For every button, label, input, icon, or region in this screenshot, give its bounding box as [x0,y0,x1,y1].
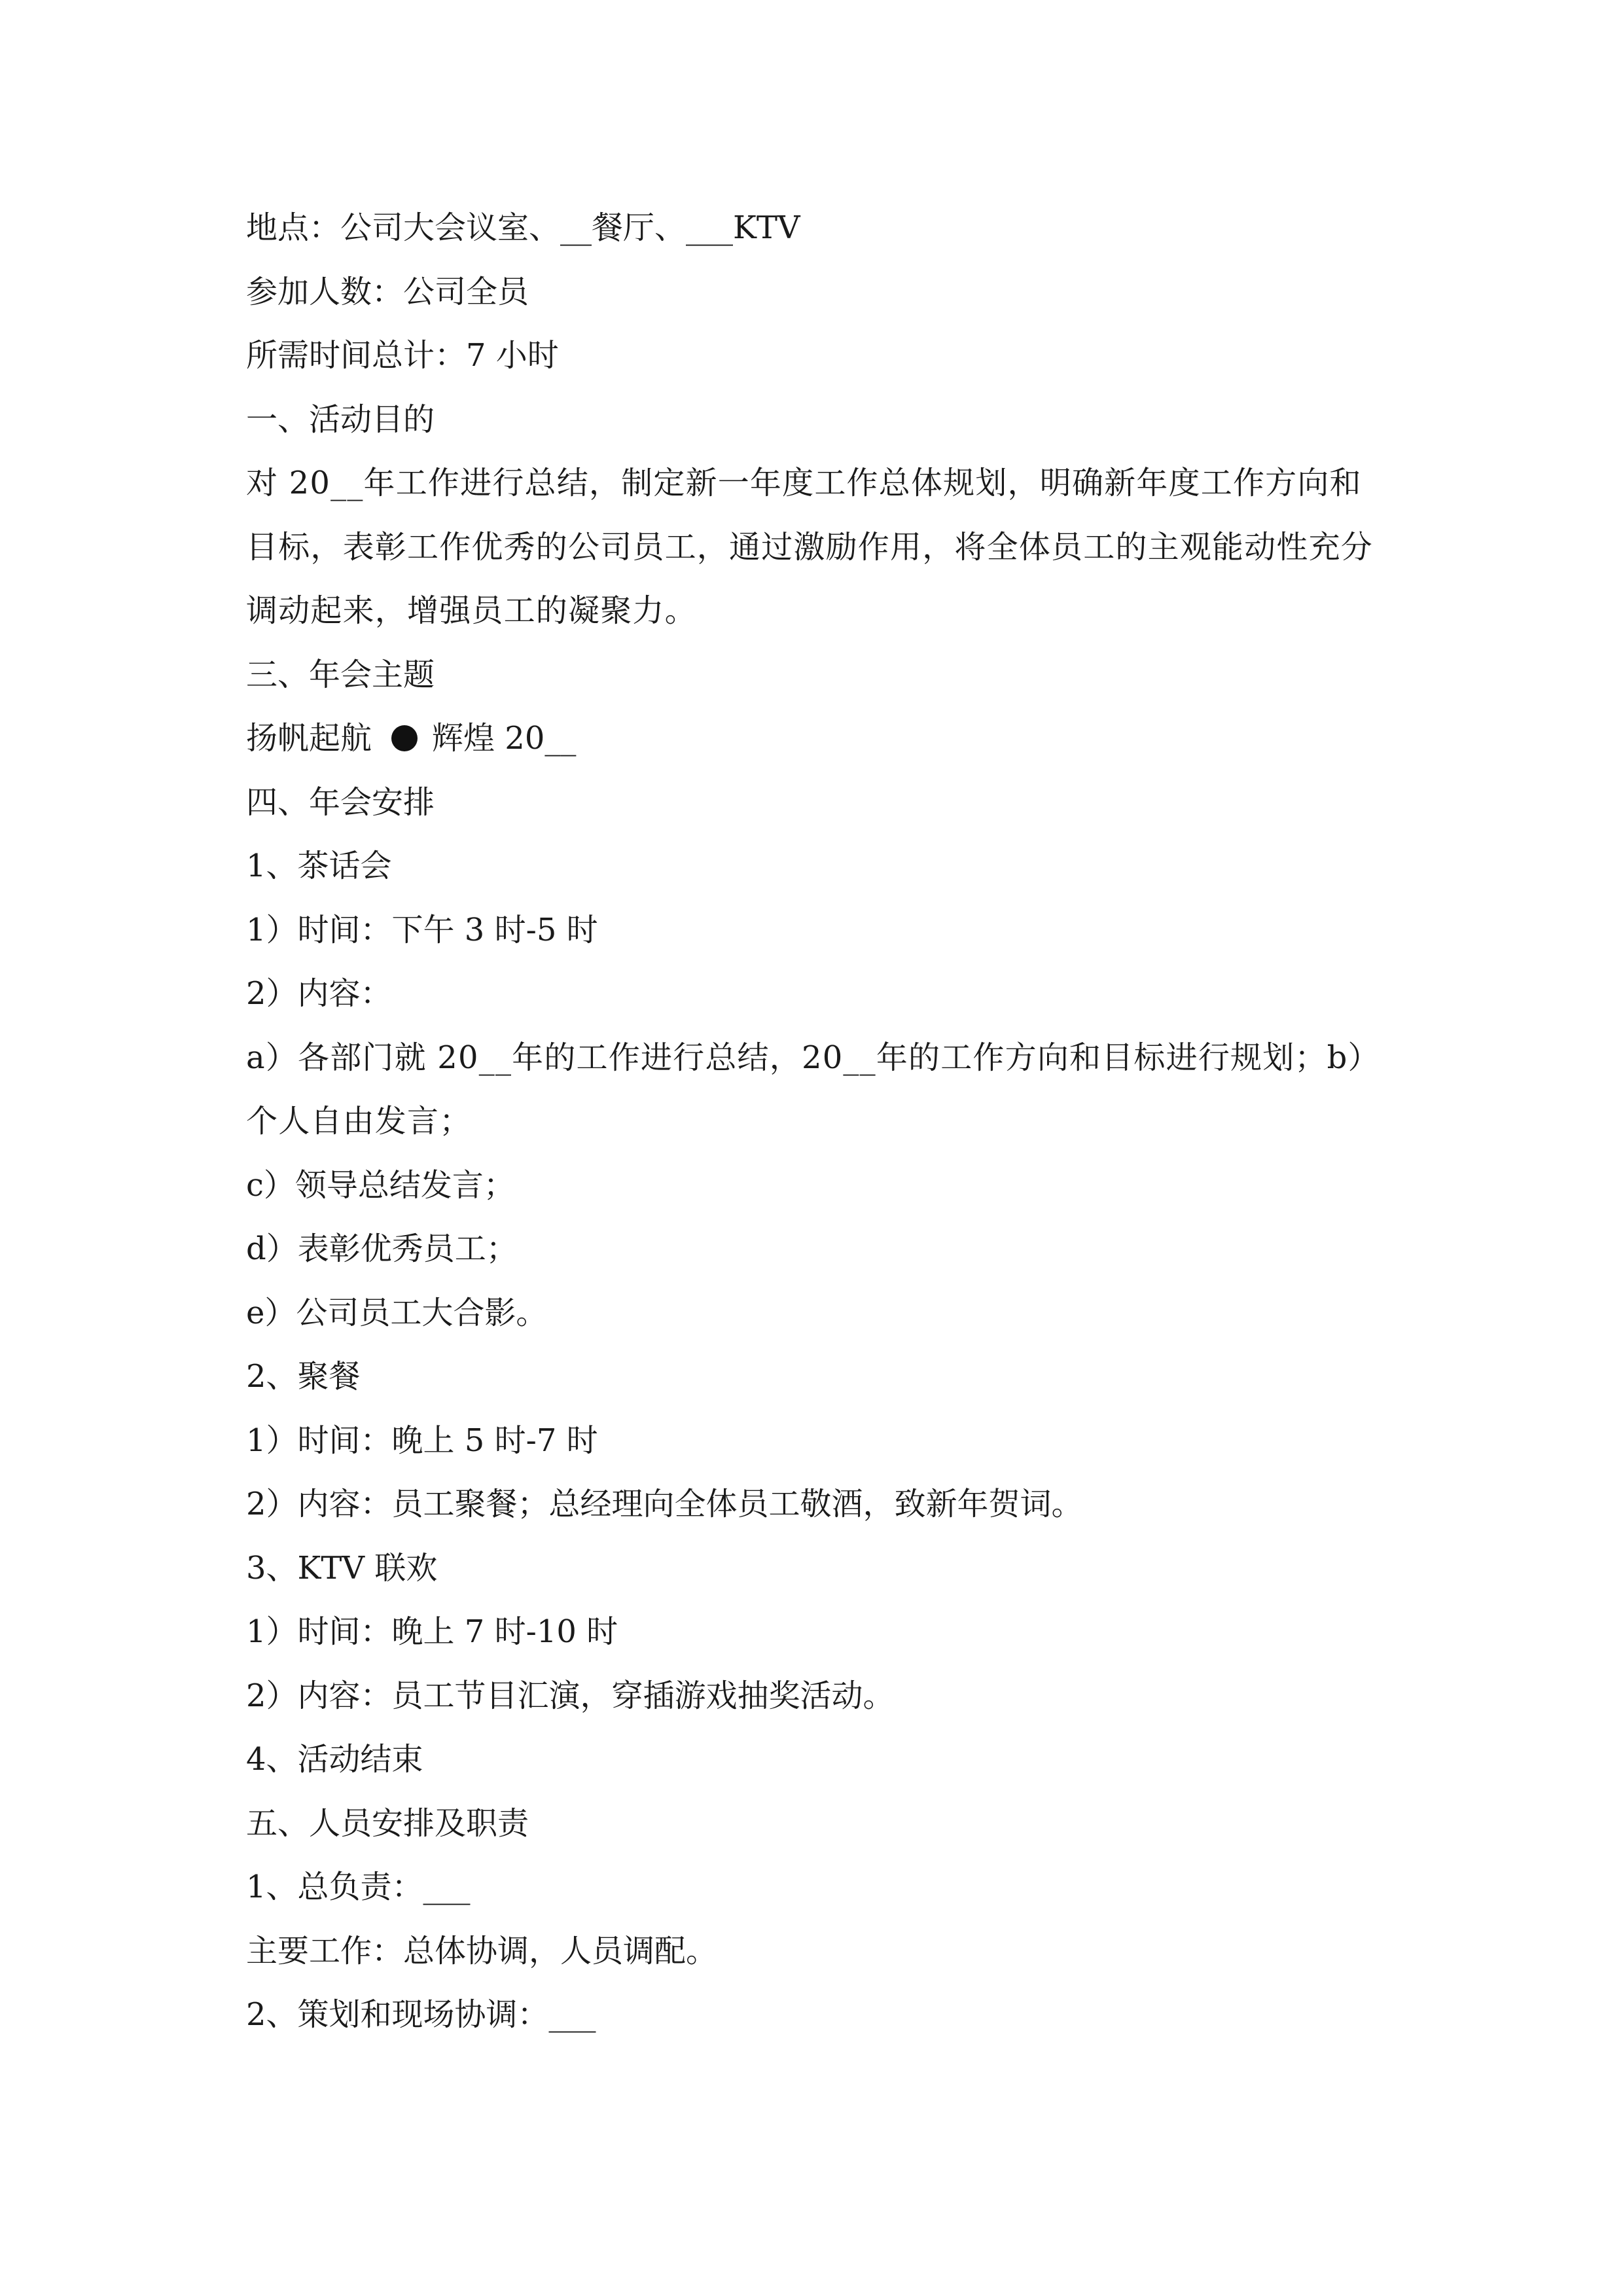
role-planning-coordination: 2、策划和现场协调：___ [246,1996,596,2033]
ktv-time: 1）时间：晚上 7 时-10 时 [246,1613,618,1650]
section-heading-arrangement: 四、年会安排 [246,783,435,821]
theme-part-2: 辉煌 20__ [432,720,577,757]
tea-party-heading: 1、茶话会 [246,848,392,884]
tea-party-time: 1）时间：下午 3 时-5 时 [246,911,598,948]
dinner-time: 1）时间：晚上 5 时-7 时 [246,1422,598,1459]
tea-party-content-label: 2）内容： [246,975,392,1012]
ktv-content: 2）内容：员工节目汇演，穿插游戏抽奖活动。 [246,1677,895,1714]
document-body [246,196,1385,2047]
tea-party-content-d: d）表彰优秀员工； [246,1230,518,1267]
theme-part-1: 扬帆起航 [246,720,372,757]
section-heading-staff: 五、人员安排及职责 [246,1804,529,1842]
section-heading-purpose: 一、活动目的 [246,401,435,438]
purpose-paragraph: 对 20__年工作进行总结，制定新一年度工作总体规划，明确新年度工作方向和目标，表彰工作优秀的公司员工，通过激励作用，将全体员工的主观能动性充分调动起来，增强员工的凝聚力。 [246,465,1374,629]
ktv-heading: 3、KTV 联欢 [246,1549,438,1587]
role-general-manager-duty: 主要工作：总体协调，人员调配。 [246,1932,718,1969]
tea-party-content-c: c）领导总结发言； [246,1166,515,1204]
theme-line [246,707,1385,771]
bullet-dot-icon [391,725,418,751]
dinner-heading: 2、聚餐 [246,1358,361,1395]
location-line: 地点：公司大会议室、__餐厅、___KTV [246,209,800,246]
duration-line: 所需时间总计：7 小时 [246,337,559,374]
role-general-manager: 1、总负责：___ [246,1869,471,1905]
section-heading-theme: 三、年会主题 [246,656,435,693]
tea-party-content-e: e）公司员工大合影。 [246,1294,548,1331]
dinner-content: 2）内容：员工聚餐；总经理向全体员工敬酒，致新年贺词。 [246,1486,1083,1522]
tea-party-content-ab: a）各部门就 20__年的工作进行总结，20__年的工作方向和目标进行规划；b）个人自由发言； [246,1039,1380,1139]
attendees-line: 参加人数：公司全员 [246,273,529,310]
event-end-heading: 4、活动结束 [246,1741,423,1778]
